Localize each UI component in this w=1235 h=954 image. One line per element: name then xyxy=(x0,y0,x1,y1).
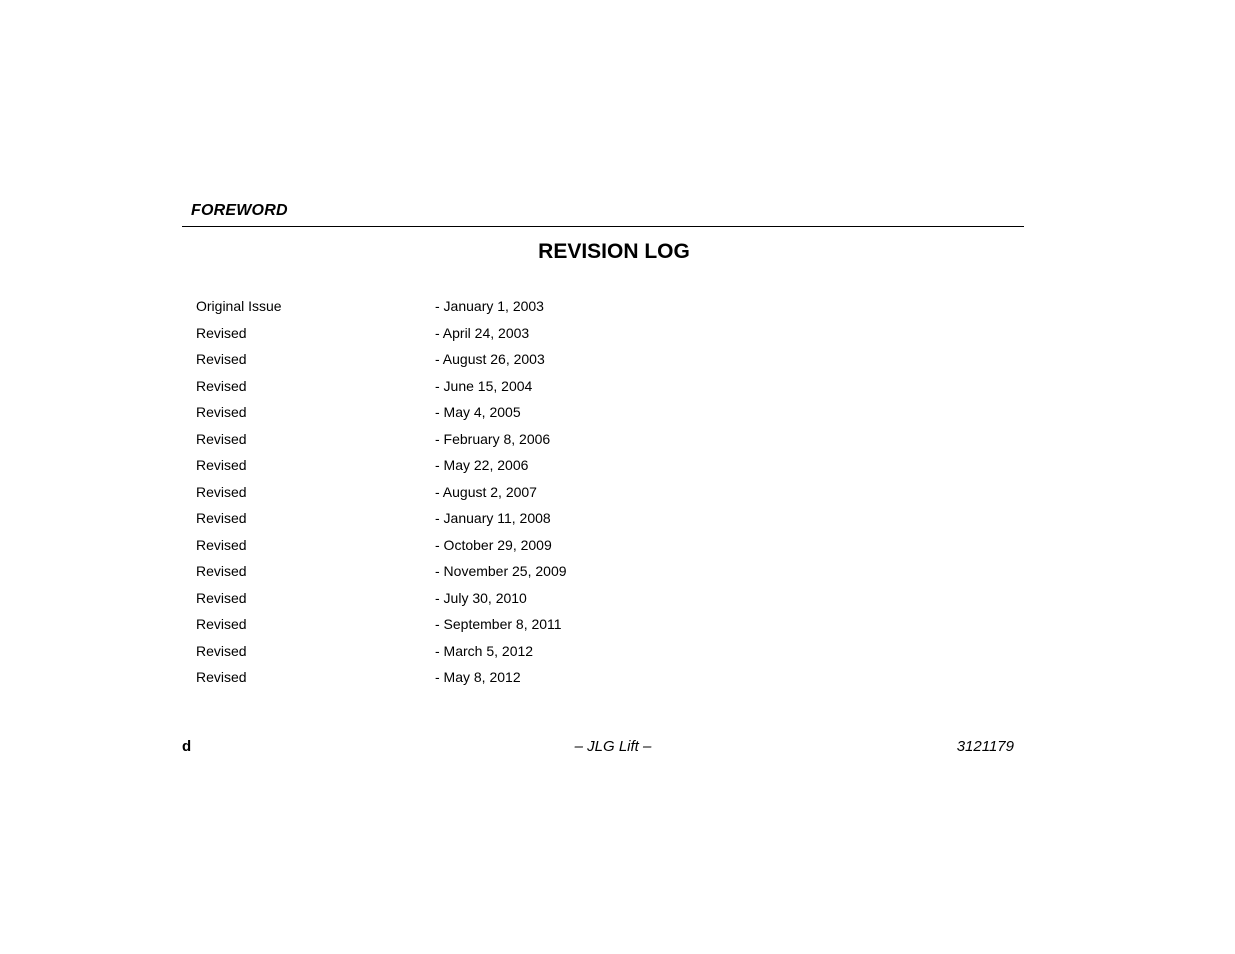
revision-row xyxy=(196,535,796,562)
revision-date: - June 15, 2004 xyxy=(435,377,533,394)
revision-row xyxy=(196,667,796,694)
revision-label: Revised xyxy=(196,404,247,420)
revision-date: - January 11, 2008 xyxy=(435,510,551,526)
revision-label: Revised xyxy=(196,669,247,685)
revision-label: Revised xyxy=(196,510,247,526)
revision-row xyxy=(196,561,796,588)
footer-center-text: – JLG Lift – xyxy=(574,738,652,755)
revision-label: Revised xyxy=(196,536,247,553)
revision-date: - November 25, 2009 xyxy=(435,563,567,579)
revision-date: - October 29, 2009 xyxy=(435,536,552,553)
revision-date: - May 4, 2005 xyxy=(435,404,521,420)
revision-date: - January 1, 2003 xyxy=(435,298,544,314)
revision-label: Revised xyxy=(196,616,247,632)
section-header: FOREWORD xyxy=(191,202,288,219)
revision-row xyxy=(196,614,796,641)
revision-label: Revised xyxy=(196,457,247,473)
revision-log-list xyxy=(196,296,796,694)
revision-label: Revised xyxy=(196,563,247,579)
revision-date: - May 8, 2012 xyxy=(435,669,521,685)
revision-date: - August 2, 2007 xyxy=(435,483,537,500)
revision-label: Revised xyxy=(196,589,247,606)
revision-row xyxy=(196,455,796,482)
revision-date: - February 8, 2006 xyxy=(435,430,551,447)
footer-page-letter: d xyxy=(182,738,192,755)
revision-row xyxy=(196,376,796,403)
footer-doc-number: 3121179 xyxy=(956,738,1014,755)
revision-row xyxy=(196,402,796,429)
revision-date: - April 24, 2003 xyxy=(435,324,530,341)
revision-label: Revised xyxy=(196,642,247,659)
revision-date: - March 5, 2012 xyxy=(435,642,534,659)
revision-row xyxy=(196,482,796,509)
revision-row xyxy=(196,588,796,615)
revision-date: - September 8, 2011 xyxy=(435,616,562,632)
page-title: REVISION LOG xyxy=(538,240,690,263)
revision-row xyxy=(196,296,796,323)
header-divider xyxy=(182,226,1024,227)
revision-row xyxy=(196,429,796,456)
revision-date: - May 22, 2006 xyxy=(435,457,529,473)
revision-date: - July 30, 2010 xyxy=(435,589,527,606)
revision-row xyxy=(196,323,796,350)
revision-row xyxy=(196,349,796,376)
revision-label: Original Issue xyxy=(196,298,282,314)
revision-label: Revised xyxy=(196,377,247,394)
revision-date: - August 26, 2003 xyxy=(435,351,545,367)
revision-label: Revised xyxy=(196,430,247,447)
revision-label: Revised xyxy=(196,351,247,367)
revision-label: Revised xyxy=(196,324,247,341)
revision-row xyxy=(196,508,796,535)
revision-row xyxy=(196,641,796,668)
revision-label: Revised xyxy=(196,483,247,500)
